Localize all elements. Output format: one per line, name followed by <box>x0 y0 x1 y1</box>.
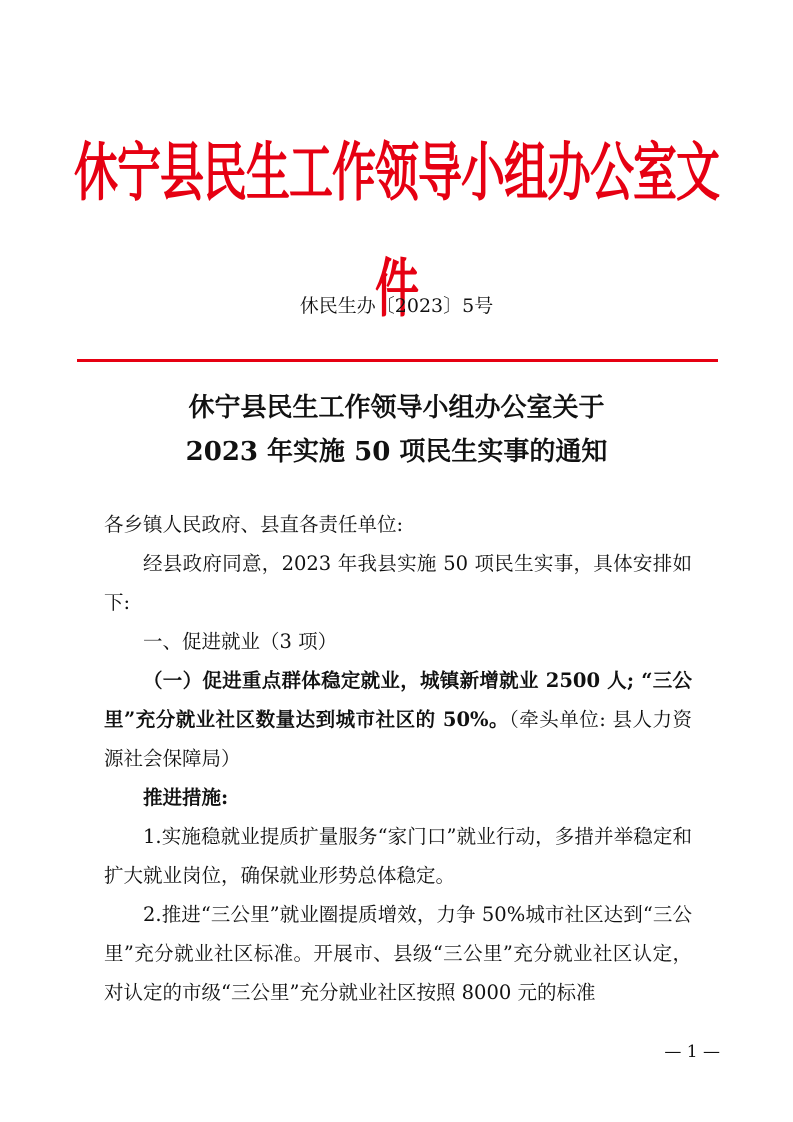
intro-paragraph: 经县政府同意，2023 年我县实施 50 项民生实事，具体安排如下: <box>104 552 692 614</box>
section-heading-employment: 一、促进就业（3 项） <box>143 630 338 653</box>
document-title-line2: 2023 年实施 50 项民生实事的通知 <box>185 437 608 467</box>
addressee: 各乡镇人民政府、县直各责任单位: <box>104 513 404 536</box>
measure-2: 2.推进“三公里”就业圈提质增效，力争 50%城市社区达到“三公里”充分就业社区标准。开展市、县级“三公里”充分就业社区认定，对认定的市级“三公里”充分就业社区按照 8000 元的标准 <box>104 903 692 1004</box>
page-number: — 1 — <box>664 1042 720 1062</box>
red-divider-line <box>77 359 718 362</box>
measures-heading: 推进措施: <box>143 786 229 809</box>
issuing-org-header: 休宁县民生工作领导小组办公室文件 <box>74 136 719 327</box>
item-1-bold-text: （一）促进重点群体稳定就业，城镇新增就业 2500 人; “三公里”充分就业社区数量达到城市社区的 50%。 <box>104 669 692 731</box>
document-body <box>104 505 692 1012</box>
item-1-lead-unit: （牵头单位: 县人力资源社会保障局） <box>104 708 692 770</box>
document-number: 休民生办〔2023〕5号 <box>299 295 494 317</box>
document-title-line1: 休宁县民生工作领导小组办公室关于 <box>188 393 605 423</box>
item-1-paragraph <box>104 661 692 778</box>
measure-1: 1.实施稳就业提质扩量服务“家门口”就业行动，多措并举稳定和扩大就业岗位，确保就业形势总体稳定。 <box>104 825 692 887</box>
